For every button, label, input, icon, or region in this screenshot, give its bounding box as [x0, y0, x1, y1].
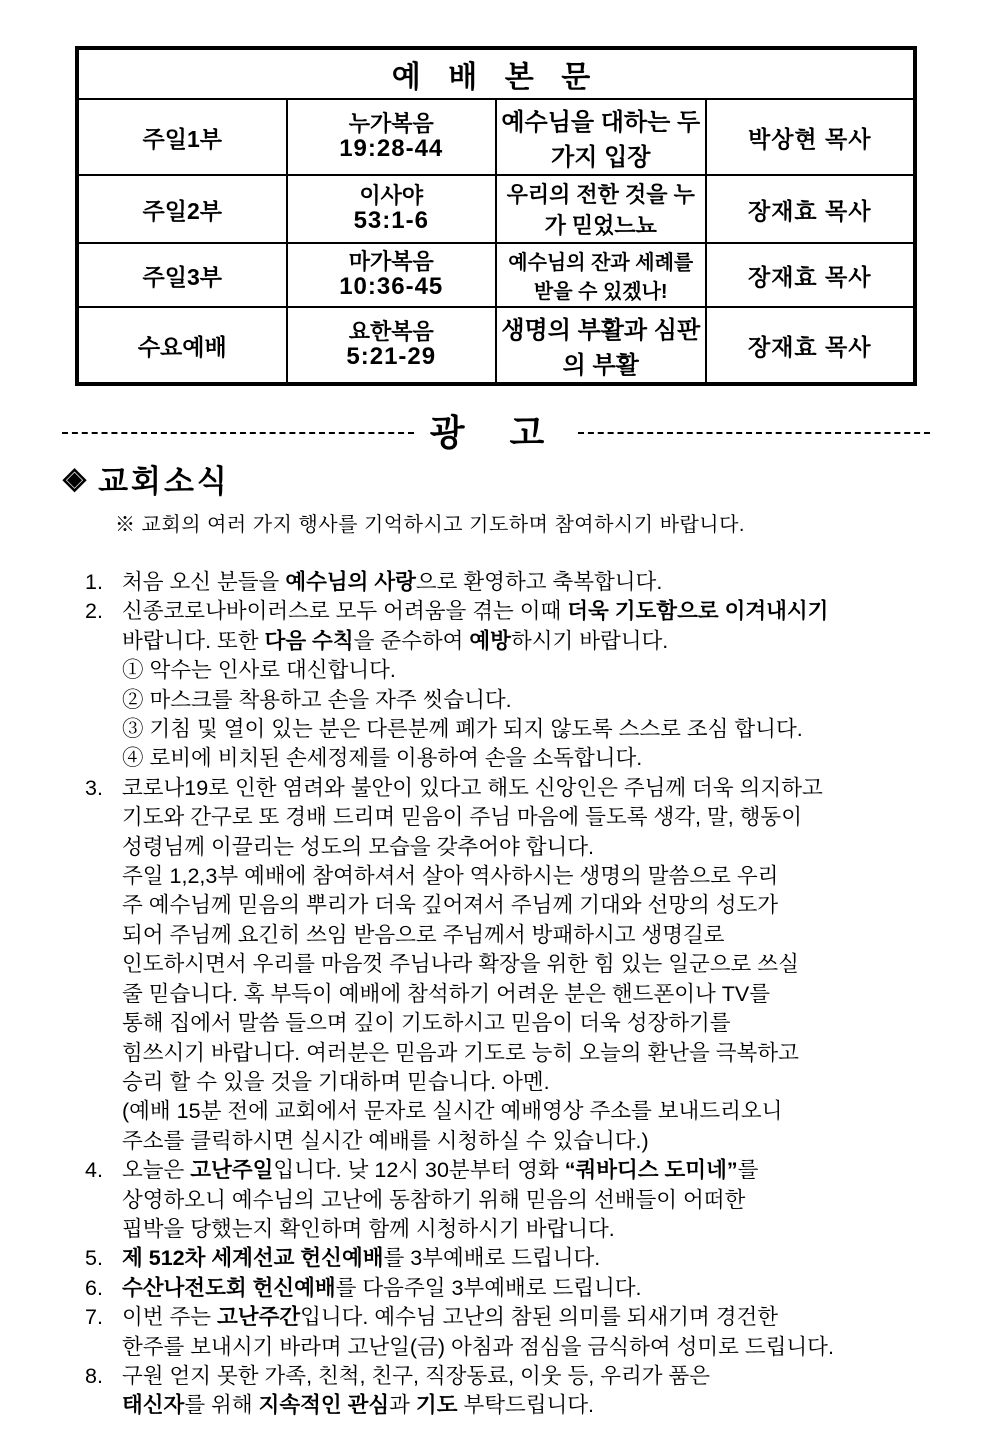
announcement-text: 으로 환영하고 축복합니다. — [415, 570, 663, 594]
announcement-text: 구원 얻지 못한 가족, 친척, 친구, 직장동료, 이웃 등, 우리가 품은 — [122, 1363, 711, 1388]
announcement-text: 되어 주님께 요긴히 쓰임 받음으로 주님께서 방패하시고 생명길로 — [122, 922, 725, 947]
table-row — [77, 307, 915, 384]
announcement-text: ① 악수는 인사로 대신합니다. — [122, 658, 396, 683]
announcement-text: 핍박을 당했는지 확인하며 함께 시청하시기 바랍니다. — [122, 1216, 615, 1241]
announcement-line — [0, 862, 992, 891]
announcement-text: 줄 믿습니다. 혹 부득이 예배에 참석하기 어려운 분은 핸드폰이나 TV를 — [122, 981, 770, 1006]
worship-scripture-table — [75, 46, 917, 386]
announcement-line — [0, 686, 992, 715]
scripture-verse: 10:36-45 — [339, 272, 444, 300]
announcement-line — [0, 1186, 992, 1215]
bulletin-page — [0, 46, 992, 1449]
announcement-line — [0, 656, 992, 685]
announcement-text: 상영하오니 예수님의 고난에 동참하기 위해 믿음의 선배들이 어떠한 — [122, 1187, 746, 1212]
announcement-text: 오늘은 — [122, 1158, 191, 1183]
scripture-cell — [287, 243, 497, 307]
announcement-text-bold: 태신자 — [122, 1393, 185, 1418]
table-row — [77, 175, 915, 243]
announcement-list — [0, 568, 992, 1421]
announcement-line — [0, 803, 992, 832]
announcement-text: 부탁드립니다. — [457, 1393, 595, 1418]
announcement-text: 기도와 간구로 또 경배 드리며 믿음이 주님 마음에 들도록 생각, 말, 행동이 — [122, 805, 802, 830]
announcement-text: 를 3부예배로 드립니다. — [383, 1246, 601, 1271]
announcement-text-bold: 제 512차 세계선교 헌신예배 — [122, 1246, 384, 1271]
table-row — [77, 243, 915, 307]
worship-table-body — [77, 99, 915, 384]
announcement-line — [0, 774, 992, 803]
announcement-line — [0, 597, 992, 626]
announcement-text: 를 — [737, 1158, 759, 1183]
announcement-number: 1. — [85, 570, 103, 594]
announcement-line — [0, 1156, 992, 1185]
announcement-line — [0, 715, 992, 744]
announcement-line — [0, 1362, 992, 1391]
announcement-text: 입니다. 예수님 고난의 참된 의미를 되새기며 경건한 — [300, 1305, 779, 1330]
pastor-cell: 장재효 목사 — [706, 175, 916, 243]
announcement-number: 8. — [85, 1363, 103, 1388]
announcement-line — [0, 1068, 992, 1097]
scripture-book: 누가복음 — [348, 110, 434, 136]
announcement-text-bold: 다음 수칙 — [264, 628, 354, 653]
scripture-book: 요한복음 — [348, 318, 434, 344]
announcement-text-bold: 지속적인 관심 — [258, 1393, 390, 1418]
pastor-cell: 박상현 목사 — [706, 99, 916, 175]
announcement-text: 승리 할 수 있을 것을 기대하며 믿습니다. 아멘. — [122, 1069, 550, 1094]
scripture-cell — [287, 307, 497, 384]
scripture-cell — [287, 175, 497, 243]
announcement-line — [0, 744, 992, 773]
announcement-text: ② 마스크를 착용하고 손을 자주 씻습니다. — [122, 687, 512, 712]
announcement-text: 신종코로나바이러스로 모두 어려움을 겪는 이때 — [122, 599, 568, 624]
announcement-number: 6. — [85, 1275, 103, 1300]
announcement-text: 바랍니다. 또한 — [122, 628, 265, 653]
announcement-line — [0, 1333, 992, 1362]
church-news-heading — [63, 456, 992, 501]
announcement-line — [0, 1039, 992, 1068]
announcement-text: ④ 로비에 비치된 손세정제를 이용하여 손을 소독합니다. — [122, 746, 643, 771]
service-cell: 주일3부 — [77, 243, 287, 307]
scripture-verse: 19:28-44 — [339, 134, 444, 162]
sermon-title-cell: 예수님의 잔과 세례를 받을 수 있겠나! — [496, 243, 706, 307]
announcement-text: 과 — [389, 1393, 416, 1418]
dash-line-right — [578, 432, 930, 434]
announcement-text-bold: 고난주일 — [190, 1158, 274, 1183]
scripture-verse: 53:1-6 — [353, 206, 429, 234]
announcement-text-bold: “쿼바디스 도미네” — [564, 1158, 738, 1183]
announcement-text-bold: 기도 — [415, 1393, 458, 1418]
announcement-line — [0, 627, 992, 656]
announcement-text: 주소를 클릭하시면 실시간 예배를 시청하실 수 있습니다.) — [122, 1128, 649, 1153]
announcement-line — [0, 1009, 992, 1038]
announcement-text-bold: 더욱 기도함으로 이겨내시기 — [567, 599, 829, 624]
announcement-text: 인도하시면서 우리를 마음껏 주님나라 확장을 위한 힘 있는 일군으로 쓰실 — [122, 952, 799, 977]
announcement-text-bold: 고난주간 — [217, 1305, 301, 1330]
announcement-line — [0, 1097, 992, 1126]
announcement-line — [0, 1127, 992, 1156]
pastor-cell: 장재효 목사 — [706, 307, 916, 384]
announcement-text: 한주를 보내시기 바라며 고난일(금) 아침과 점심을 금식하여 성미로 드립니다. — [122, 1334, 834, 1359]
dash-line-left — [62, 432, 414, 434]
announcement-text-bold: 수산나전도회 헌신예배 — [122, 1275, 336, 1300]
announcement-number: 5. — [85, 1246, 103, 1271]
service-cell: 수요예배 — [77, 307, 287, 384]
sermon-title-cell: 우리의 전한 것을 누가 믿었느뇨 — [496, 175, 706, 243]
scripture-book: 마가복음 — [348, 248, 434, 274]
announcement-text: 처음 오신 분들을 — [122, 570, 286, 594]
worship-table-title: 예 배 본 문 — [77, 48, 915, 99]
announcement-text: 주일 1,2,3부 예배에 참여하셔서 살아 역사하시는 생명의 말씀으로 우리 — [122, 864, 779, 889]
announcements-divider — [62, 408, 930, 452]
announcement-line — [0, 1303, 992, 1332]
announcement-text: 코로나19로 인한 염려와 불안이 있다고 해도 신앙인은 주님께 더욱 의지하고 — [122, 775, 823, 800]
announcement-text: 힘쓰시기 바랍니다. 여러분은 믿음과 기도로 능히 오늘의 환난을 극복하고 — [122, 1040, 799, 1065]
announcement-text: 통해 집에서 말씀 들으며 깊이 기도하시고 믿음이 더욱 성장하기를 — [122, 1011, 731, 1036]
diamond-icon: ◈ — [63, 461, 87, 495]
announcement-text-bold: 예방 — [469, 628, 511, 653]
announcement-line — [0, 833, 992, 862]
announcement-text-bold: 예수님의 사랑 — [285, 570, 416, 594]
scripture-book: 이사야 — [359, 182, 424, 208]
announcement-text: 를 다음주일 3부예배로 드립니다. — [335, 1275, 642, 1300]
announcement-line — [0, 891, 992, 920]
scripture-cell — [287, 99, 497, 175]
announcement-number: 2. — [85, 599, 103, 624]
announcement-number: 3. — [85, 775, 103, 800]
service-cell: 주일2부 — [77, 175, 287, 243]
sermon-title-cell: 생명의 부활과 심판의 부활 — [496, 307, 706, 384]
sermon-title-cell: 예수님을 대하는 두가지 입장 — [496, 99, 706, 175]
announcement-text: 성령님께 이끌리는 성도의 모습을 갖추어야 합니다. — [122, 834, 594, 859]
announcement-number: 7. — [85, 1305, 103, 1330]
announcement-line — [0, 1274, 992, 1303]
announcement-line — [0, 568, 992, 597]
service-cell: 주일1부 — [77, 99, 287, 175]
announcement-line — [0, 1391, 992, 1420]
announcement-line — [0, 1215, 992, 1244]
table-row — [77, 99, 915, 175]
announcement-line — [0, 1244, 992, 1273]
announcement-text: 이번 주는 — [122, 1305, 218, 1330]
announcement-text: 을 준수하여 — [353, 628, 470, 653]
announcement-text: (예배 15분 전에 교회에서 문자로 실시간 예배영상 주소를 보내드리오니 — [122, 1099, 783, 1124]
scripture-verse: 5:21-29 — [346, 342, 437, 370]
pastor-cell: 장재효 목사 — [706, 243, 916, 307]
announcement-text: 주 예수님께 믿음의 뿌리가 더욱 깊어져서 주님께 기대와 선망의 성도가 — [122, 893, 779, 918]
church-news-note: ※ 교회의 여러 가지 행사를 기억하시고 기도하며 참여하시기 바랍니다. — [115, 514, 745, 536]
announcement-text: 를 위해 — [184, 1393, 259, 1418]
announcement-number: 4. — [85, 1158, 103, 1183]
announcement-text: 하시기 바랍니다. — [510, 628, 669, 653]
table-title-row — [77, 48, 915, 99]
announcement-line — [0, 921, 992, 950]
announcements-title: 광 고 — [429, 412, 563, 453]
announcement-text: ③ 기침 및 열이 있는 분은 다른분께 폐가 되지 않도록 스스로 조심 합니다. — [122, 717, 803, 742]
church-news-title: 교회소식 — [98, 464, 230, 499]
announcement-line — [0, 980, 992, 1009]
announcement-line — [0, 950, 992, 979]
announcement-text: 입니다. 낮 12시 30분부터 영화 — [273, 1158, 565, 1183]
